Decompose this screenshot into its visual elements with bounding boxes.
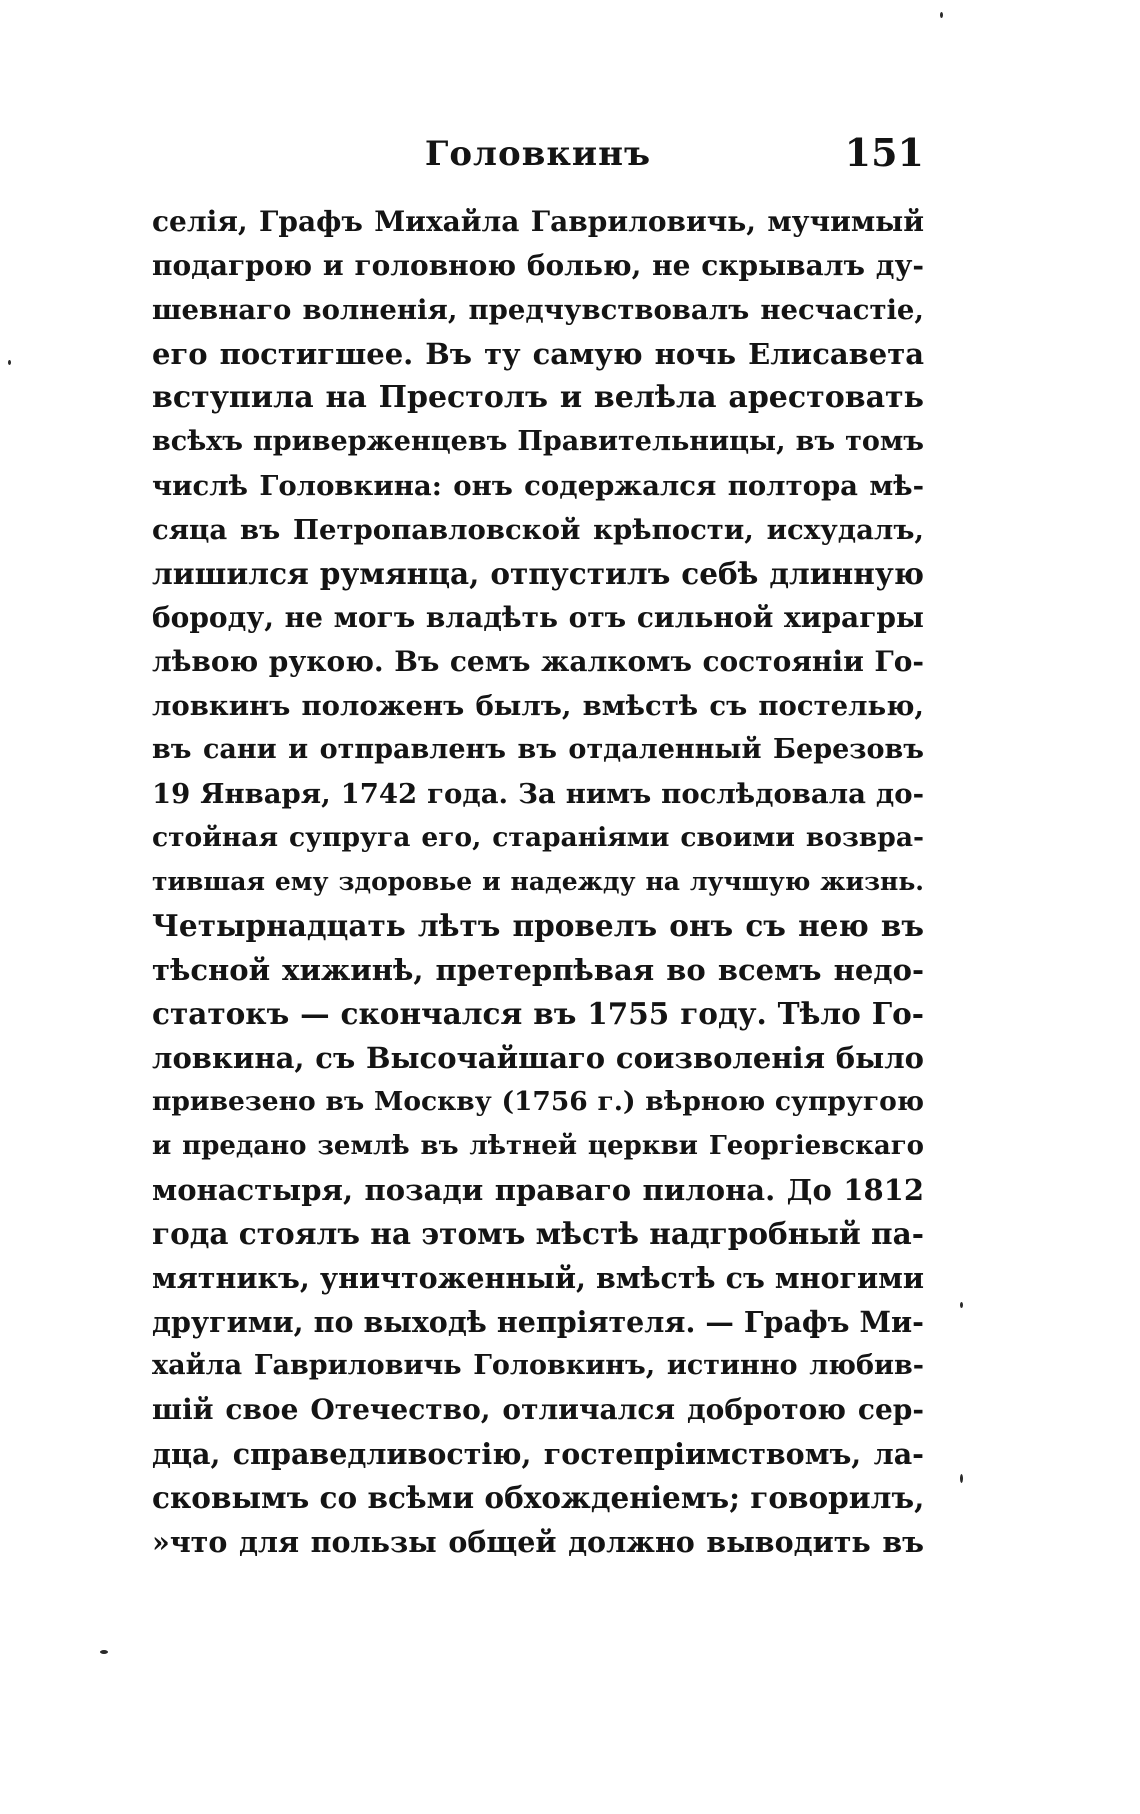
text-line: бороду, не могъ владѣть отъ сильной хирагры <box>152 601 924 634</box>
text-line: и предано землѣ въ лѣтней церкви Георгіевскаго <box>152 1131 924 1161</box>
text-line: хайла Гавриловичь Головкинъ, истинно любив- <box>152 1350 924 1381</box>
text-line: мятникъ, уничтоженный, вмѣстѣ съ многими <box>152 1261 924 1295</box>
text-line: года стоялъ на этомъ мѣстѣ надгробный па- <box>152 1216 924 1251</box>
text-line: ловкина, съ Высочайшаго соизволенія было <box>152 1041 924 1075</box>
text-line: вступила на Престолъ и велѣла арестовать <box>152 380 924 415</box>
text-line: селія, Графъ Михайла Гавриловичь, мучимый <box>152 205 924 238</box>
text-line: лѣвою рукою. Въ семъ жалкомъ состояніи Го- <box>152 645 924 678</box>
text-line: лишился румянца, отпустилъ себѣ длинную <box>152 556 924 591</box>
text-line: монастыря, позади праваго пилона. До 1812 <box>152 1173 924 1207</box>
page-number: 151 <box>844 130 924 175</box>
scan-speck <box>960 1302 963 1308</box>
text-line: стойная супруга его, стараніями своими возвра- <box>152 822 924 853</box>
text-line: Четырнадцать лѣтъ провелъ онъ съ нею въ <box>152 908 924 943</box>
text-line: статокъ — скончался въ 1755 году. Тѣло Го- <box>152 996 924 1031</box>
text-line: сковымъ со всѣми обхожденіемъ; говорилъ, <box>152 1480 924 1515</box>
scan-speck <box>960 1474 963 1483</box>
running-head <box>152 128 924 178</box>
body-text <box>152 200 924 1564</box>
text-line: шевнаго волненія, предчувствовалъ несчастіе, <box>152 294 924 326</box>
text-line: другими, по выходѣ непріятеля. — Графъ Ми- <box>152 1305 924 1339</box>
text-line: числѣ Головкина: онъ содержался полтора мѣ- <box>152 470 924 502</box>
running-head-title: Головкинъ <box>424 134 652 174</box>
text-line: всѣхъ приверженцевъ Правительницы, въ томъ <box>152 426 924 457</box>
text-line: сяца въ Петропавловской крѣпости, исхудалъ, <box>152 514 924 546</box>
text-line: привезено въ Москву (1756 г.) вѣрною супругою <box>152 1086 924 1117</box>
text-line: подагрою и головною болью, не скрывалъ ду- <box>152 249 924 282</box>
text-line: въ сани и отправленъ въ отдаленный Березовъ <box>152 734 924 765</box>
scan-speck <box>8 360 11 365</box>
text-line: тившая ему здоровье и надежду на лучшую жизнь. <box>152 867 924 896</box>
text-line: шій свое Отечество, отличался добротою сер- <box>152 1393 924 1426</box>
text-line: его постигшее. Въ ту самую ночь Елисавета <box>152 337 924 371</box>
text-line: 19 Января, 1742 года. За нимъ послѣдовала до- <box>152 778 924 810</box>
scan-speck <box>100 1650 108 1654</box>
text-line: дца, справедливостію, гостепріимствомъ, ла- <box>152 1437 924 1471</box>
text-line: ловкинъ положенъ былъ, вмѣстѣ съ постелью, <box>152 690 924 722</box>
scan-speck <box>940 12 943 18</box>
text-line: тѣсной хижинѣ, претерпѣвая во всемъ недо- <box>152 953 924 987</box>
text-line: »что для пользы общей должно выводить въ <box>152 1525 924 1559</box>
